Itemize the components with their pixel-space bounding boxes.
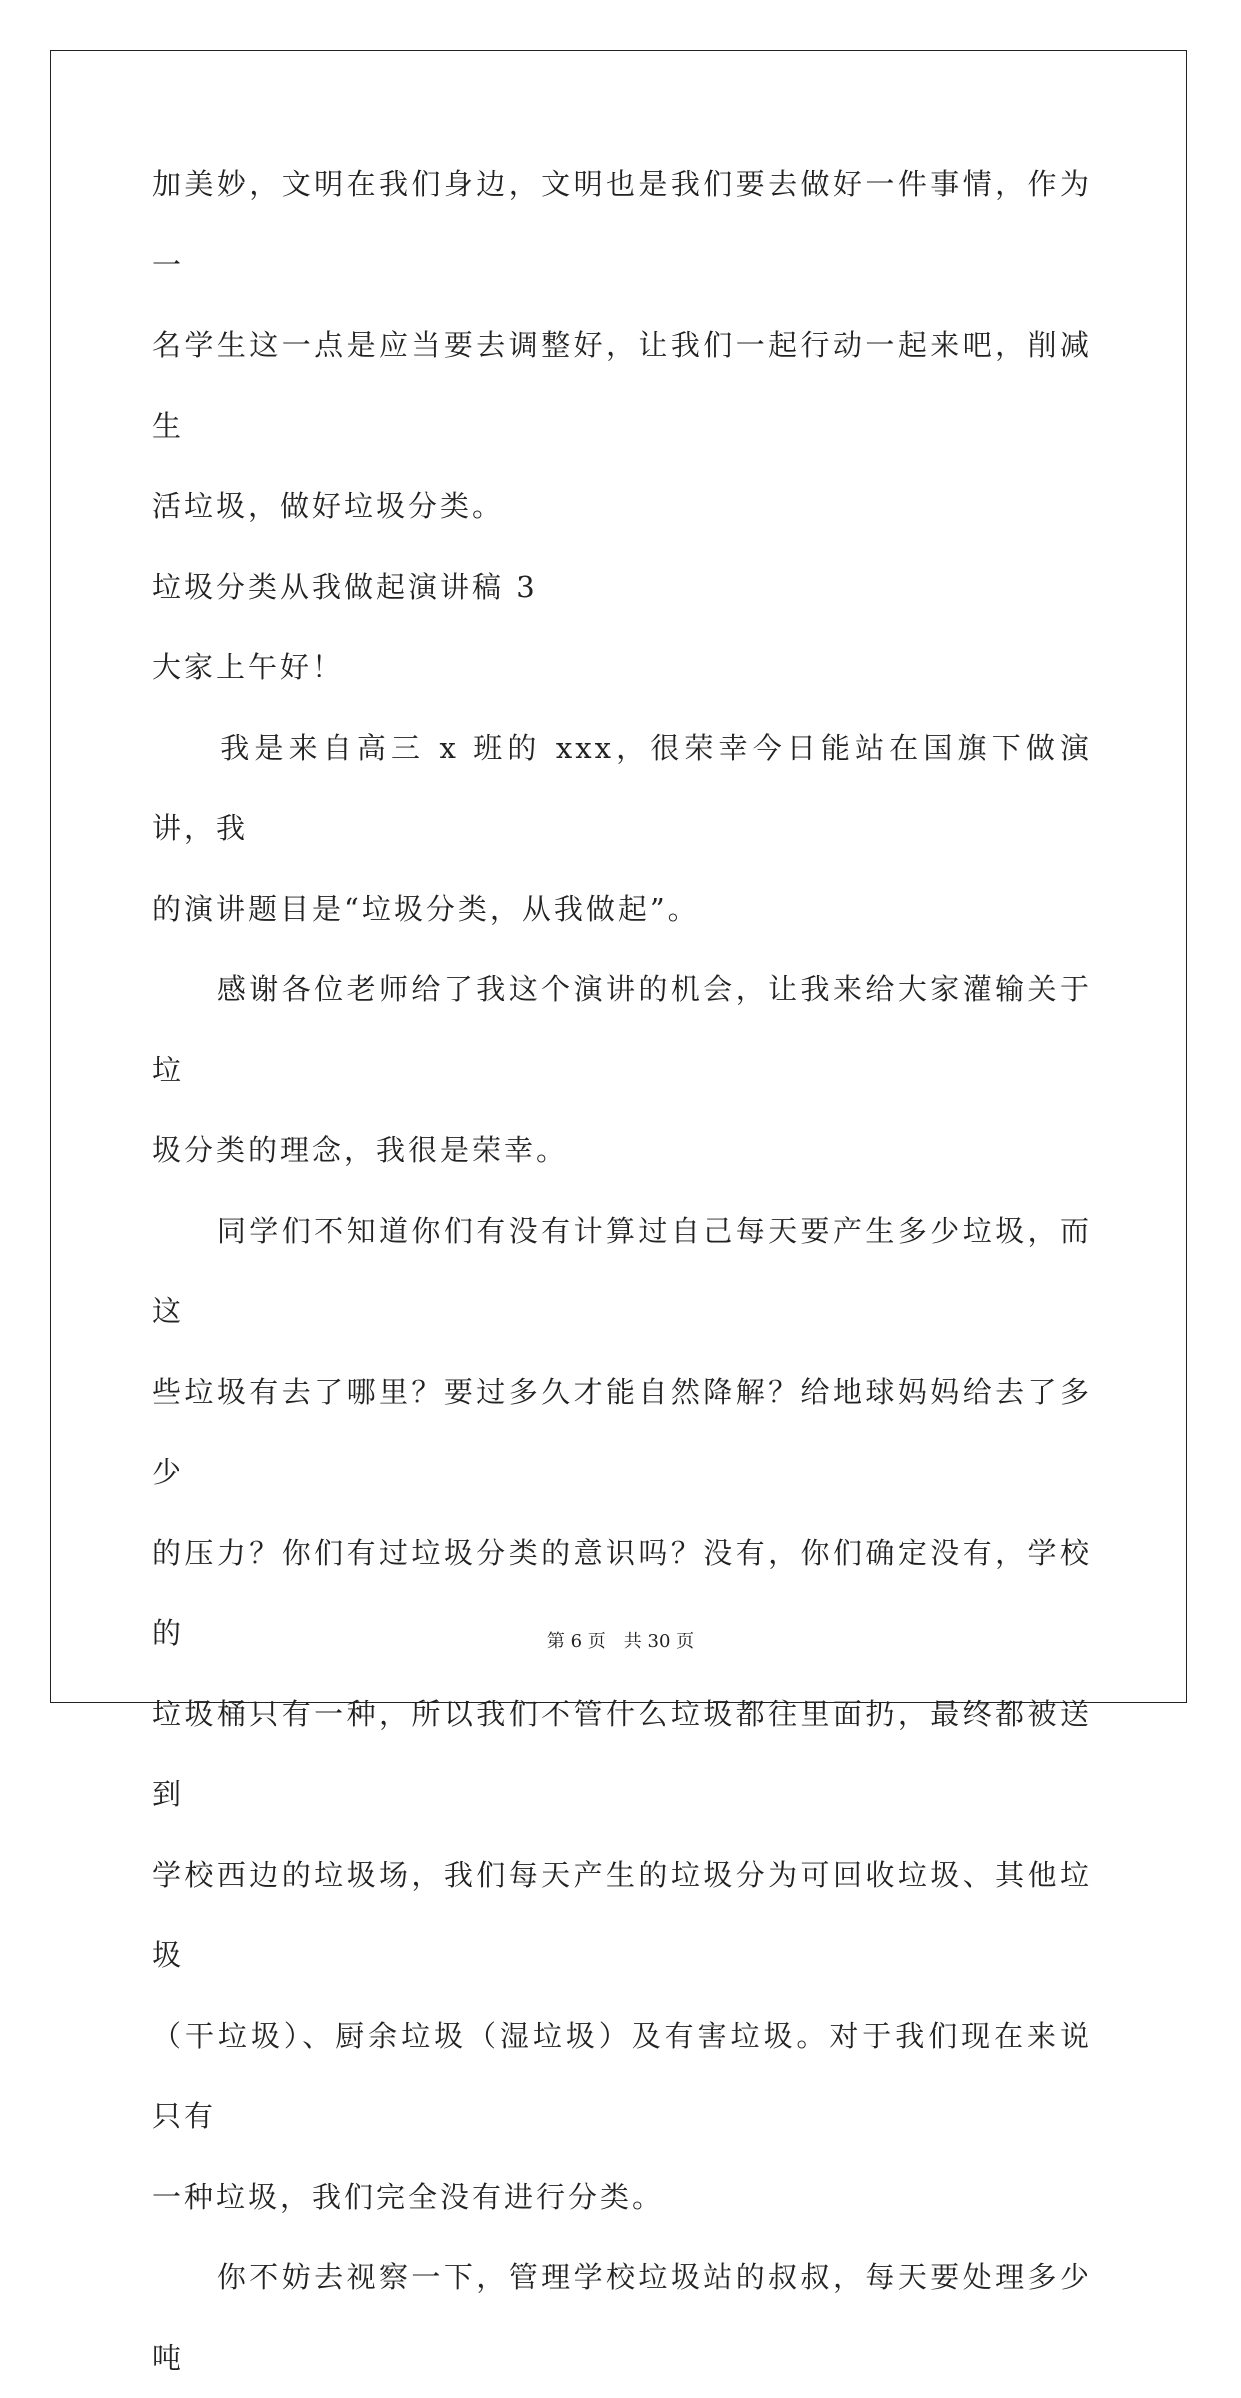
text-line: 名学生这一点是应当要去调整好，让我们一起行动一起来吧，削减生 xyxy=(152,328,1092,443)
text-line: 加美妙，文明在我们身边，文明也是我们要去做好一件事情，作为一 xyxy=(152,167,1092,282)
page-footer xyxy=(0,1627,1241,1653)
text-line: 活垃圾，做好垃圾分类。 xyxy=(152,489,505,523)
text-line: 你不妨去视察一下，管理学校垃圾站的叔叔，每天要处理多少吨 xyxy=(152,2260,1092,2375)
text-line: 圾分类的理念，我很是荣幸。 xyxy=(152,1133,569,1167)
text-line: 的压力？你们有过垃圾分类的意识吗？没有，你们确定没有，学校的 xyxy=(152,1535,1092,1650)
text-line: 的演讲题目是“垃圾分类，从我做起”。 xyxy=(152,891,700,926)
text-line: 些垃圾有去了哪里？要过多久才能自然降解？给地球妈妈给去了多少 xyxy=(152,1374,1092,1489)
page-number: 第 6 页 xyxy=(546,1631,606,1652)
greeting-line: 大家上午好！ xyxy=(152,650,345,684)
text-line: （干垃圾）、厨余垃圾（湿垃圾）及有害垃圾。对于我们现在来说只有 xyxy=(152,2018,1092,2133)
text-line: 同学们不知道你们有没有计算过自己每天要产生多少垃圾，而这 xyxy=(152,1213,1092,1328)
document-body xyxy=(152,144,1092,2398)
text-line: 一种垃圾，我们完全没有进行分类。 xyxy=(152,2179,665,2214)
text-line: 学校西边的垃圾场，我们每天产生的垃圾分为可回收垃圾、其他垃圾 xyxy=(152,1857,1092,1972)
page-total: 共 30 页 xyxy=(623,1631,695,1652)
section-heading: 垃圾分类从我做起演讲稿 3 xyxy=(152,569,538,604)
text-line: 感谢各位老师给了我这个演讲的机会，让我来给大家灌输关于垃 xyxy=(152,972,1092,1087)
text-line: 我是来自高三 x 班的 xxx，很荣幸今日能站在国旗下做演讲，我 xyxy=(152,730,1092,845)
text-line: 垃圾桶只有一种，所以我们不管什么垃圾都往里面扔，最终都被送到 xyxy=(152,1696,1092,1811)
